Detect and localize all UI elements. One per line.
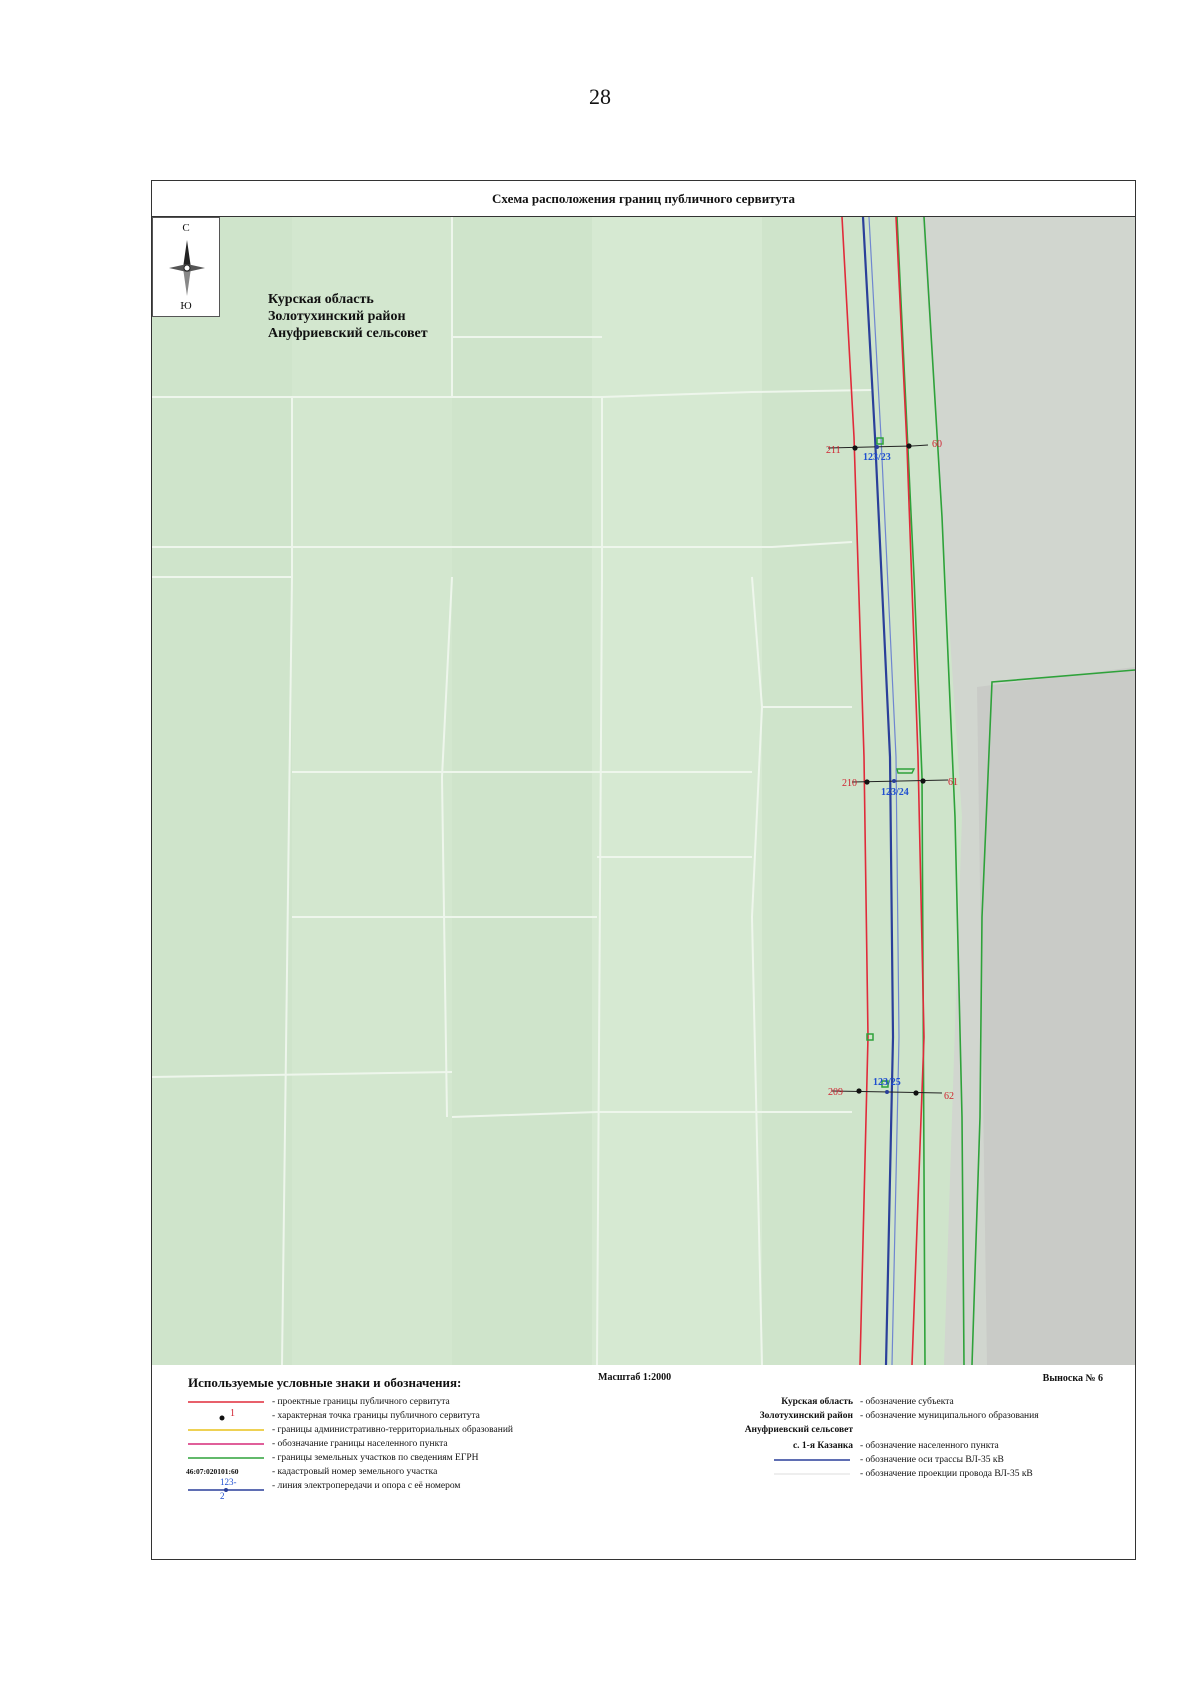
pole-label-123-23: 123/23 bbox=[863, 452, 891, 463]
map-area[interactable] bbox=[152, 217, 1135, 1365]
servitude-point bbox=[852, 445, 857, 450]
green-line-symbol bbox=[186, 1451, 266, 1465]
legend-text: - проектные границы публичного сервитута bbox=[272, 1397, 450, 1407]
scale-label: Масштаб 1:2000 bbox=[598, 1372, 672, 1383]
legend-text: - обозначание границы населенного пункта bbox=[272, 1439, 448, 1449]
right-desc-projection: - обозначение проекции провода ВЛ-35 кВ bbox=[860, 1469, 1033, 1479]
point-label-62: 62 bbox=[944, 1091, 954, 1102]
right-label-subject: Курская область bbox=[781, 1397, 853, 1407]
right-label-district: Золотухинский район bbox=[759, 1411, 853, 1421]
region-council: Ануфриевский сельсовет bbox=[268, 326, 428, 341]
legend bbox=[152, 1365, 1135, 1559]
compass-north: С bbox=[182, 222, 190, 234]
compass-south: Ю bbox=[180, 300, 192, 312]
point-label-210: 210 bbox=[842, 778, 857, 789]
point-label-211: 211 bbox=[826, 445, 841, 456]
cadastral-sample: 46:07:020101:60 bbox=[186, 1467, 239, 1476]
scheme-frame bbox=[151, 180, 1136, 1560]
legend-text: - кадастровый номер земельного участка bbox=[272, 1467, 438, 1477]
servitude-point bbox=[913, 1090, 918, 1095]
scheme-title: Схема расположения границ публичного сервитута bbox=[152, 181, 1135, 217]
legend-text: - линия электропередачи и опора с её номером bbox=[272, 1481, 461, 1491]
pole-point bbox=[875, 445, 879, 449]
legend-text: - границы земельных участков по сведениям ЕГРН bbox=[272, 1453, 479, 1463]
pole-point bbox=[885, 1090, 889, 1094]
map-canvas bbox=[152, 217, 1135, 1365]
point-label-209: 209 bbox=[828, 1087, 843, 1098]
region-label bbox=[268, 291, 428, 342]
pole-point bbox=[892, 779, 896, 783]
right-desc-axis: - обозначение оси трассы ВЛ-35 кВ bbox=[860, 1455, 1004, 1465]
compass-rose-icon bbox=[167, 238, 207, 298]
point-label-60: 60 bbox=[932, 439, 942, 450]
pole-label-123-24: 123/24 bbox=[881, 787, 909, 798]
axis-line-symbol bbox=[772, 1453, 852, 1467]
right-desc-district: - обозначение муниципального образования bbox=[860, 1411, 1039, 1421]
pink-line-symbol bbox=[186, 1437, 266, 1451]
yellow-line-symbol bbox=[186, 1423, 266, 1437]
legend-text: - границы административно-территориальных образований bbox=[272, 1425, 514, 1435]
field-patch bbox=[292, 217, 452, 1365]
legend-text: - характерная точка границы публичного сервитута bbox=[272, 1411, 480, 1421]
region-subject: Курская область bbox=[268, 292, 374, 307]
servitude-point bbox=[920, 778, 925, 783]
right-label-settlement: с. 1-я Казанка bbox=[792, 1441, 853, 1451]
right-desc-settlement: - обозначение населенного пункта bbox=[860, 1441, 999, 1451]
right-label-council: Ануфриевский сельсовет bbox=[744, 1425, 853, 1435]
north-arrow bbox=[152, 217, 220, 317]
red-line-symbol bbox=[186, 1395, 266, 1409]
page-number: 28 bbox=[589, 84, 611, 109]
servitude-point bbox=[864, 779, 869, 784]
point-label-61: 61 bbox=[948, 777, 958, 788]
servitude-point bbox=[906, 443, 911, 448]
callout-label: Выноска № 6 bbox=[1042, 1373, 1103, 1384]
right-desc-subject: - обозначение субъекта bbox=[860, 1397, 954, 1407]
servitude-point bbox=[856, 1088, 861, 1093]
point-symbol-number: 1 bbox=[230, 1408, 235, 1419]
field-patch bbox=[592, 217, 762, 1365]
pole-sample: 123-2 bbox=[220, 1477, 237, 1501]
road-edge bbox=[977, 667, 1135, 1365]
legend-title: Используемые условные знаки и обозначения: bbox=[188, 1375, 462, 1390]
projection-line-symbol bbox=[772, 1467, 852, 1481]
pole-label-123-25: 123/25 bbox=[873, 1077, 901, 1088]
region-district: Золотухинский район bbox=[268, 309, 406, 324]
point-symbol bbox=[186, 1409, 266, 1423]
